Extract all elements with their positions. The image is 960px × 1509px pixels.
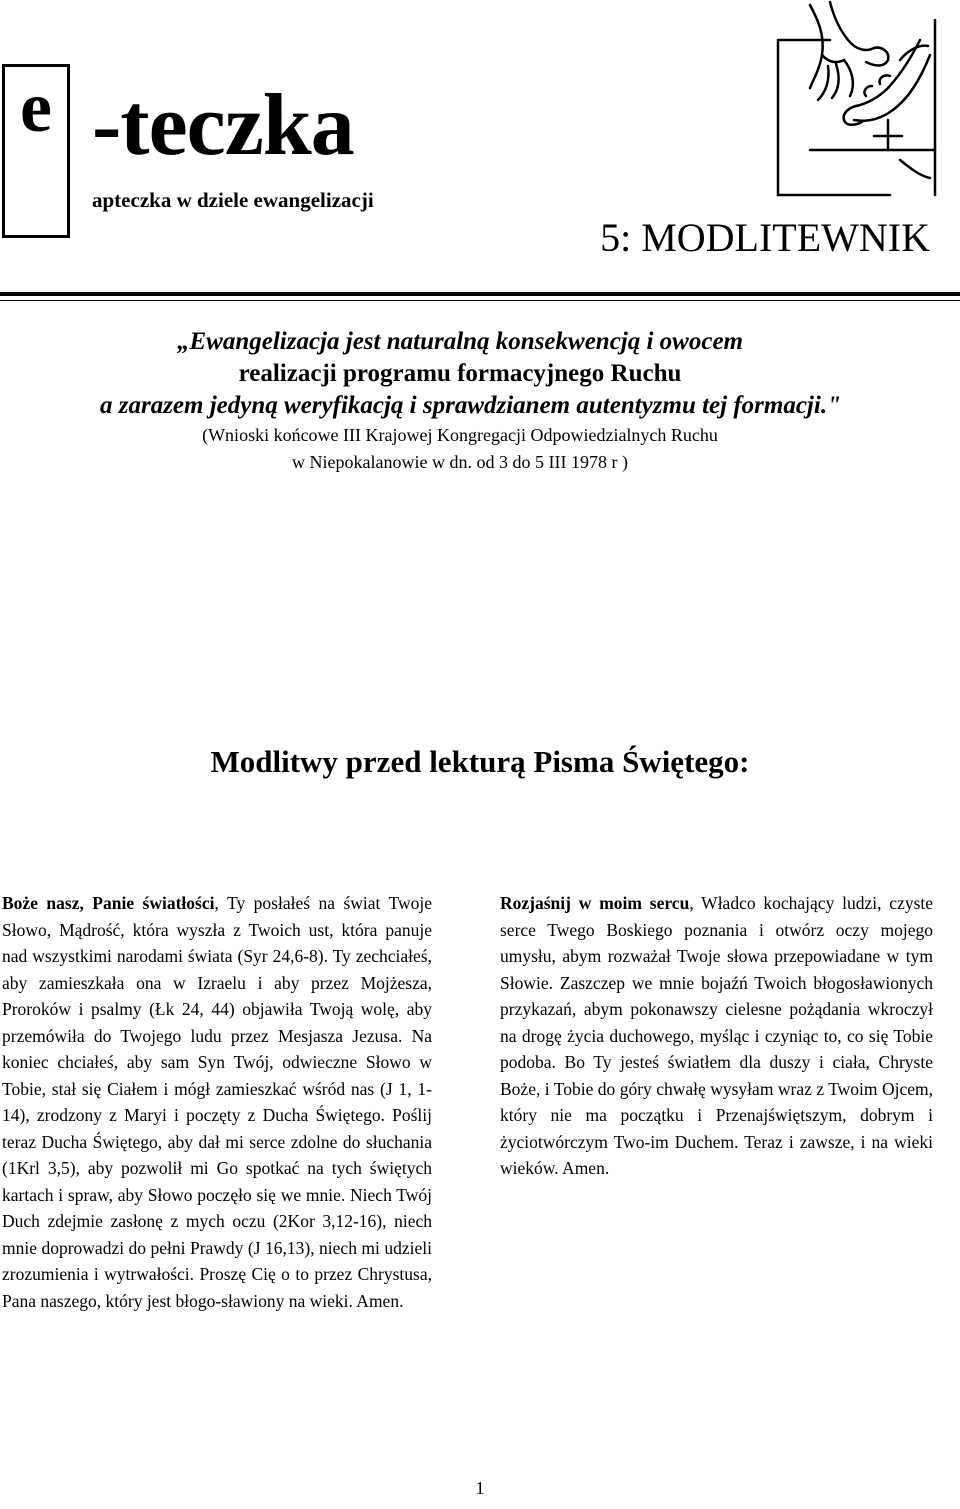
hands-emblem-icon	[770, 0, 940, 200]
section-title: 5: MODLITEWNIK	[600, 215, 930, 260]
prayer-right-text: , Władco kochający ludzi, czyste serce Twego Boskiego poznania i otwórz oczy mojego umysłu, abym rozważał Twoje słowa przepowiadane w tym Słowie. Zaszczep we mnie bojaźń Twoich błogosławionych przykazań, abym pokonawszy cielesne pożądania wkroczył na drogę życia duchowego, myśląc i czyniąc to, co się Tobie podoba. Bo Ty jesteś światłem dla duszy i ciała, Chryste Boże, i Tobie do góry chwałę wysyłam wraz z Twoim Ojcem, który nie ma początku i Przenajświętszym, dobrym i życiotwórczym Two-im Duchem. Teraz i zawsze, i na wieki wieków. Amen.	[500, 893, 934, 1178]
prayer-right-lead: Rozjaśnij w moim sercu	[500, 893, 690, 913]
prayer-left	[2, 890, 432, 1314]
prayer-right	[500, 890, 933, 1182]
brand-title: -teczka	[92, 77, 354, 174]
quote-line-3: a zarazem jedyną weryfikacją i sprawdzianem autentyzmu tej formacji."	[100, 392, 841, 419]
quote-line-2: realizacji programu formacyjnego Ruchu	[238, 360, 682, 387]
quote-source-1: (Wnioski końcowe III Krajowej Kongregacji Odpowiedzialnych Ruchu	[202, 425, 718, 445]
prayer-left-lead: Boże nasz, Panie światłości	[2, 893, 215, 913]
logo-box	[2, 64, 70, 238]
header-divider-thin	[0, 300, 960, 301]
quote-line-1: „Ewangelizacja jest naturalną konsekwencją i owocem	[176, 328, 743, 355]
logo-letter: e	[20, 67, 52, 147]
header-divider-thick	[0, 292, 960, 296]
prayers-heading: Modlitwy przed lekturą Pisma Świętego:	[210, 744, 750, 779]
quote-source-2: w Niepokalanowie w dn. od 3 do 5 III 1978 r )	[292, 452, 628, 472]
prayer-left-text: , Ty posłałeś na świat Twoje Słowo, Mądrość, która wyszła z Twoich ust, która panuje nad wszystkimi narodami świata (Syr 24,6-8). Ty zechciałeś, aby zamieszkała ona w Izraelu i aby przez Mojżesza, Proroków i psalmy (Łk 24, 44) objawiła Twoją wolę, aby przemówiła do Twojego ludu przez Mesjasza Jezusa. Na koniec chciałeś, aby sam Syn Twój, odwieczne Słowo w Tobie, stał się Ciałem i mógł zamieszkać wśród nas (J 1, 1-14), zrodzony z Maryi i poczęty z Ducha Świętego. Poślij teraz Ducha Świętego, aby dał mi serce zdolne do słuchania (1Krl 3,5), aby pozwolił mi Go spotkać na tych świętych kartach i spraw, aby Słowo poczęło się we mnie. Niech Twój Duch zdejmie zasłonę z mych oczu (2Kor 3,12-16), niech mnie doprowadzi do pełni Prawdy (J 16,13), niech mi udzieli zrozumienia i wytrwałości. Proszę Cię o to przez Chrystusa, Pana naszego, który jest błogo-sławiony na wieki. Amen.	[2, 893, 432, 1311]
page-number: 1	[475, 1478, 485, 1498]
brand-subtitle: apteczka w dziele ewangelizacji	[92, 188, 374, 212]
epigraph	[100, 326, 841, 476]
